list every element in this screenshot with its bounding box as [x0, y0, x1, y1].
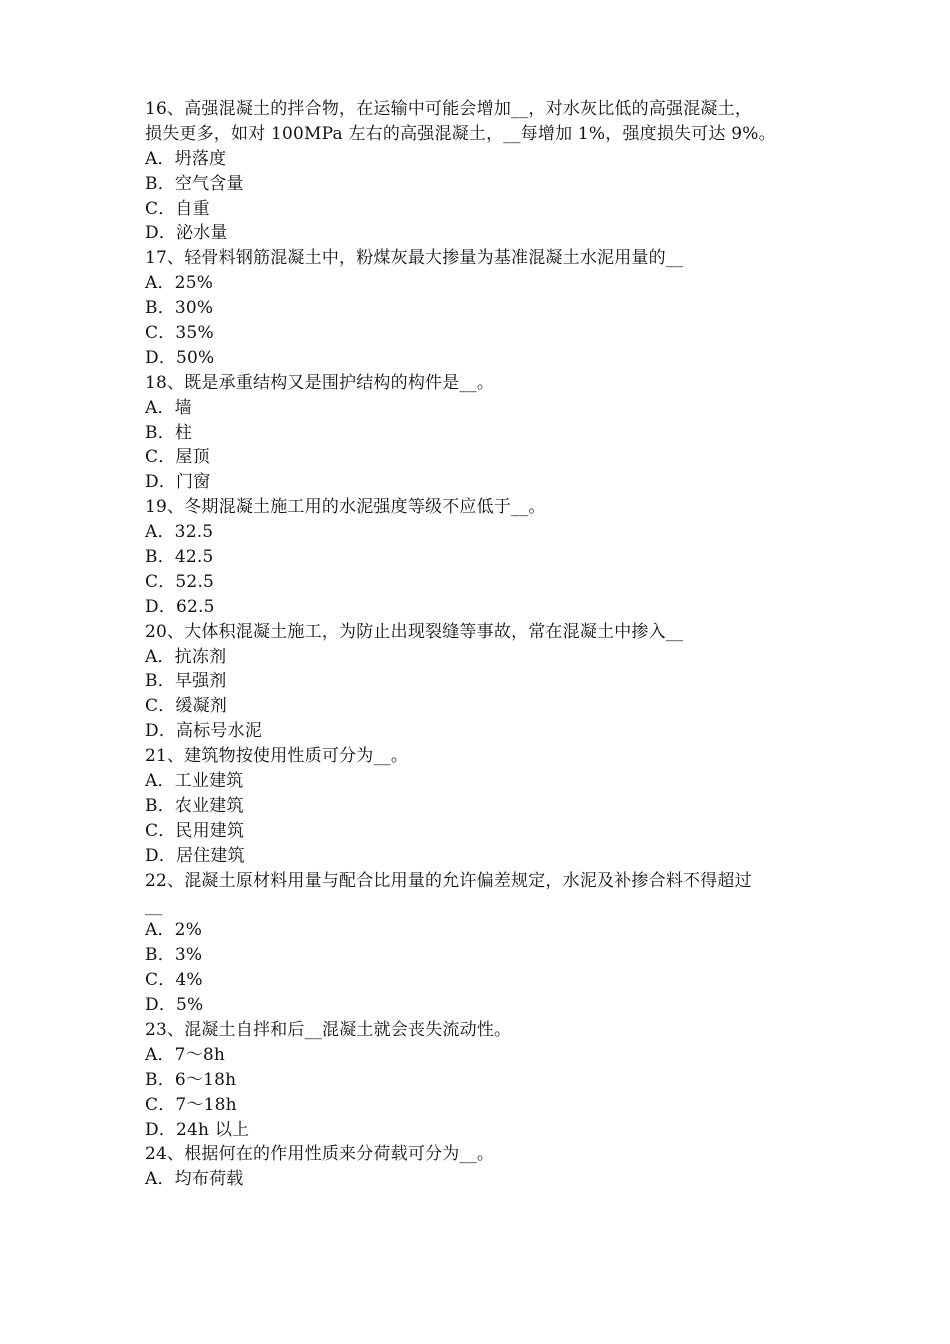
option-b: B．6～18h [145, 1069, 237, 1090]
option-a: A．工业建筑 [145, 771, 244, 792]
question-text: 22、混凝土原材料用量与配合比用量的允许偏差规定，水泥及补掺合料不得超过 [145, 870, 752, 891]
question-23 [145, 1018, 815, 1142]
question-20 [145, 620, 815, 744]
option-d: D．62.5 [145, 596, 215, 617]
question-24 [145, 1142, 815, 1192]
question-17 [145, 246, 815, 370]
option-b: B．30% [145, 298, 214, 319]
question-text: 21、建筑物按使用性质可分为__。 [145, 746, 409, 767]
question-text: __ [145, 895, 163, 916]
option-d: D．5% [145, 995, 204, 1016]
question-text: 17、轻骨料钢筋混凝土中，粉煤灰最大掺量为基准混凝土水泥用量的__ [145, 248, 684, 269]
option-b: B．42.5 [145, 547, 214, 568]
option-d: D．50% [145, 347, 215, 368]
question-21 [145, 744, 815, 868]
option-b: B．柱 [145, 422, 193, 443]
document-page [145, 97, 815, 1192]
option-c: C．7～18h [145, 1094, 237, 1115]
option-c: C．4% [145, 970, 203, 991]
question-text: 损失更多，如对 100MPa 左右的高强混凝土，__每增加 1%，强度损失可达 9%。 [145, 123, 776, 144]
option-a: A．坍落度 [145, 148, 227, 169]
option-b: B．早强剂 [145, 671, 227, 692]
option-d: D．门窗 [145, 472, 211, 493]
option-d: D．居住建筑 [145, 845, 245, 866]
option-b: B．3% [145, 945, 203, 966]
option-a: A．7～8h [145, 1044, 226, 1065]
option-c: C．52.5 [145, 571, 215, 592]
question-text: 18、既是承重结构又是围护结构的构件是__。 [145, 372, 495, 393]
question-text: 23、混凝土自拌和后__混凝土就会丧失流动性。 [145, 1019, 512, 1040]
option-b: B．空气含量 [145, 173, 244, 194]
option-a: A．墙 [145, 397, 192, 418]
question-22 [145, 869, 815, 1018]
option-a: A．2% [145, 920, 203, 941]
question-16 [145, 97, 815, 246]
option-c: C．缓凝剂 [145, 696, 228, 717]
option-d: D．泌水量 [145, 223, 228, 244]
option-a: A．均布荷载 [145, 1169, 244, 1190]
option-d: D．高标号水泥 [145, 721, 263, 742]
question-text: 16、高强混凝土的拌合物，在运输中可能会增加__，对水灰比低的高强混凝土， [145, 99, 753, 119]
option-a: A．25% [145, 273, 214, 294]
question-text: 19、冬期混凝土施工用的水泥强度等级不应低于__。 [145, 497, 546, 518]
option-a: A．抗冻剂 [145, 646, 227, 667]
question-text: 20、大体积混凝土施工，为防止出现裂缝等事故，常在混凝土中掺入__ [145, 621, 684, 642]
option-c: C．民用建筑 [145, 820, 245, 841]
question-text: 24、根据何在的作用性质来分荷载可分为__。 [145, 1144, 495, 1165]
option-d: D．24h 以上 [145, 1119, 250, 1140]
option-c: C．自重 [145, 198, 210, 219]
option-c: C．屋顶 [145, 447, 210, 468]
option-c: C．35% [145, 323, 214, 344]
option-a: A．32.5 [145, 522, 214, 543]
question-19 [145, 495, 815, 619]
question-18 [145, 371, 815, 495]
option-b: B．农业建筑 [145, 795, 244, 816]
